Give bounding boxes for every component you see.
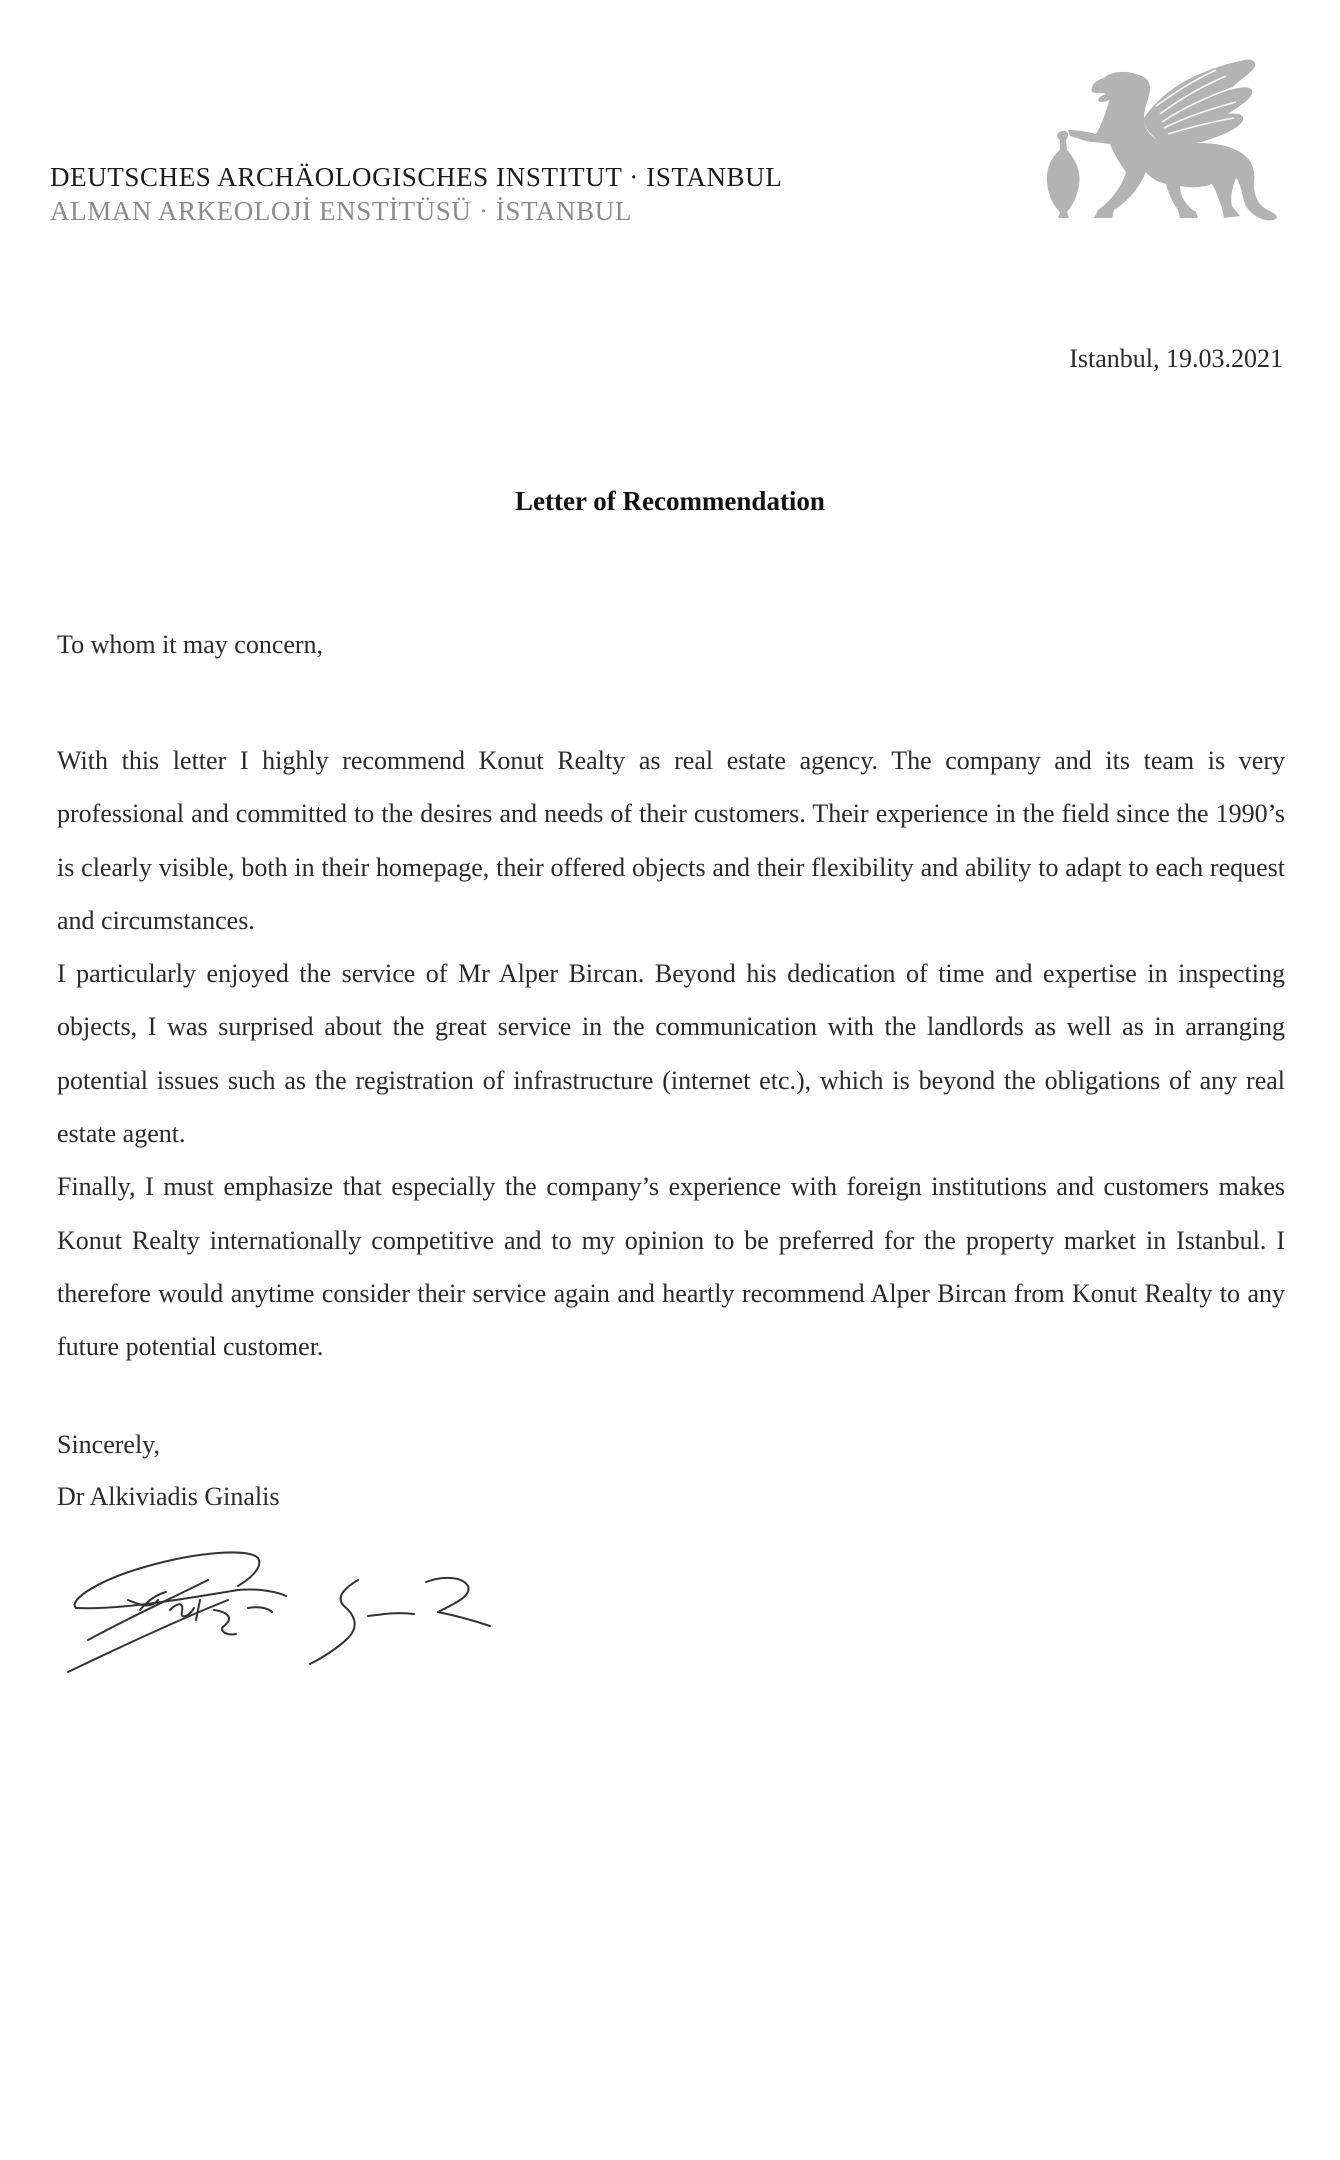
letter-body: [57, 734, 1285, 1374]
date-line: Istanbul, 19.03.2021: [1069, 344, 1283, 373]
handwritten-signature-icon: [58, 1530, 498, 1680]
letter-title: Letter of Recommendation: [515, 486, 825, 516]
paragraph-service: I particularly enjoyed the service of Mr Alper Bircan. Beyond his dedication of time and expertise in inspecting objects, I was surprised about the great service in the communication with the landlords as well as in arranging potential issues such as the registration of infrastructure (internet etc.), which is beyond the obligations of any real estate agent.: [57, 959, 1285, 1149]
institute-name-german: DEUTSCHES ARCHÄOLOGISCHES INSTITUT · ISTANBUL: [50, 162, 783, 192]
paragraph-recommendation: With this letter I highly recommend Konut Realty as real estate agency. The company and its team is very professional and committed to the desires and needs of their customers. Their experience in the field since the 1990’s is clearly visible, both in their homepage, their offered objects and their flexibility and ability to adapt to each request and circumstances.: [57, 746, 1285, 935]
griffin-with-amphora-icon: [1040, 58, 1290, 228]
salutation: To whom it may concern,: [57, 630, 324, 659]
signer-name: Dr Alkiviadis Ginalis: [57, 1482, 280, 1511]
letterhead: [50, 160, 782, 228]
institute-name-turkish: ALMAN ARKEOLOJİ ENSTİTÜSÜ · İSTANBUL: [50, 196, 632, 226]
closing: Sincerely,: [57, 1430, 160, 1459]
paragraph-conclusion: Finally, I must emphasize that especially the company’s experience with foreign institutions and customers makes Konut Realty internationally competitive and to my opinion to be preferred for the property market in Istanbul. I therefore would anytime consider their service again and heartly recommend Alper Bircan from Konut Realty to any future potential customer.: [57, 1172, 1285, 1362]
